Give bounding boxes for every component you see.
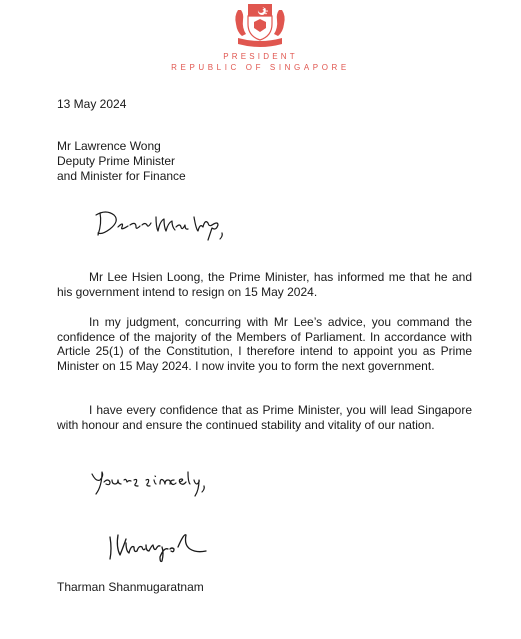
handwritten-salutation [90, 207, 230, 247]
recipient-title-line-1: Deputy Prime Minister [57, 154, 176, 168]
singapore-presidential-crest-icon [232, 0, 288, 48]
paragraph-1: Mr Lee Hsien Loong, the Prime Minister, has informed me that he and his government intend to resign on 15 May 2024. [57, 270, 472, 299]
office-subtitle: REPUBLIC OF SINGAPORE [171, 63, 350, 72]
letter-date: 13 May 2024 [57, 97, 127, 111]
handwritten-closing [88, 468, 218, 504]
recipient-title-line-2: and Minister for Finance [57, 169, 186, 183]
paragraph-2: In my judgment, concurring with Mr Lee’s advice, you command the confidence of the majority of the Members of Parliament. In accordance with Article 25(1) of the Constitution, I therefore intend to appoint you as Prime Minister on 15 May 2024. I now invite you to form the next government. [57, 315, 472, 373]
handwritten-signature [100, 525, 220, 565]
signatory-name: Tharman Shanmugaratnam [57, 580, 204, 594]
paragraph-3: I have every confidence that as Prime Minister, you will lead Singapore with honour and ensure the continued stability and vitality of our nation. [57, 403, 472, 432]
recipient-name: Mr Lawrence Wong [57, 139, 161, 153]
office-title: PRESIDENT [223, 52, 298, 61]
